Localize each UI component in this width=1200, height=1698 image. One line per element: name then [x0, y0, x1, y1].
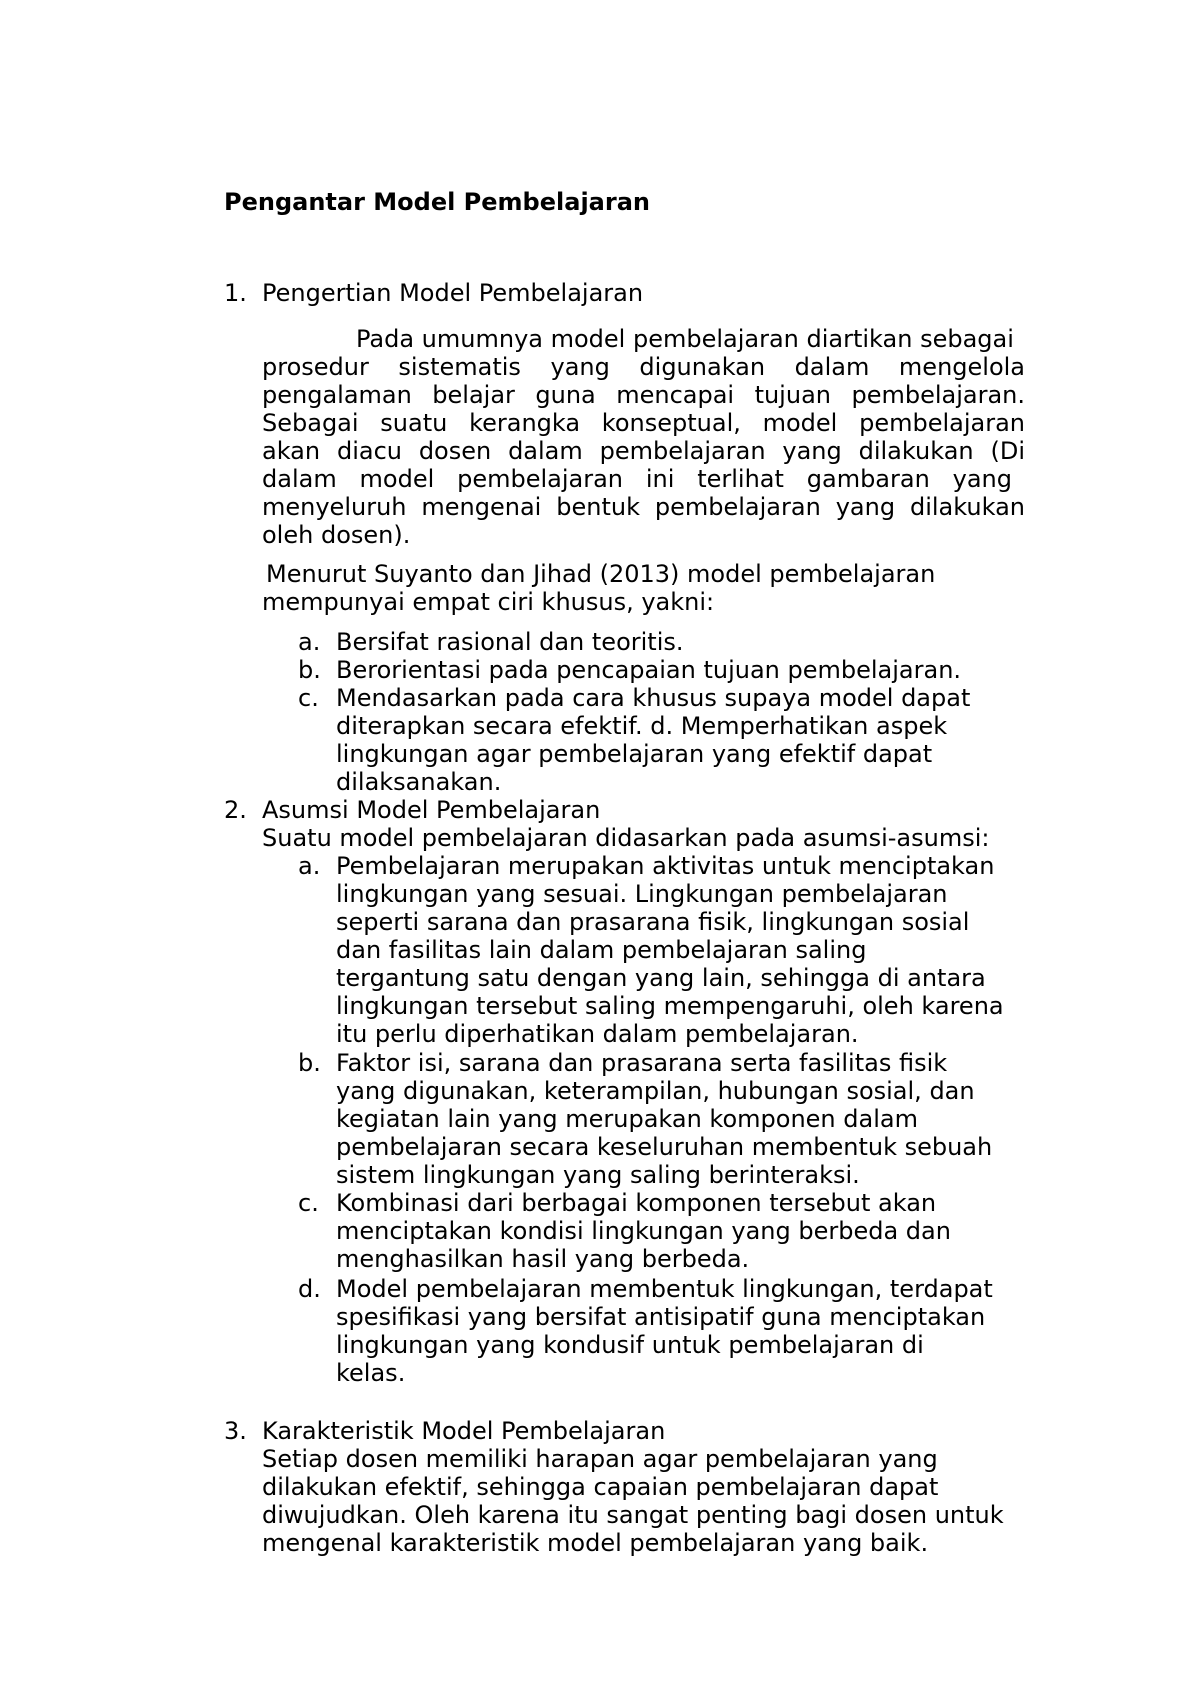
list-marker: d.	[298, 1275, 321, 1303]
paragraph-line: prosedur sistematis yang digunakan dalam mengelola	[262, 353, 1025, 381]
list-item: Model pembelajaran membentuk lingkungan, terdapat	[336, 1275, 993, 1303]
list-item-line: dan fasilitas lain dalam pembelajaran saling	[336, 936, 867, 964]
paragraph-line: dalam model pembelajaran ini terlihat gambaran yang	[262, 465, 1012, 493]
list-item-line: lingkungan tersebut saling mempengaruhi, oleh karena	[336, 992, 1004, 1020]
list-item-line: pembelajaran secara keseluruhan membentuk sebuah	[336, 1133, 993, 1161]
list-item-line: tergantung satu dengan yang lain, sehingga di antara	[336, 964, 986, 992]
paragraph-line: Sebagai suatu kerangka konseptual, model pembelajaran	[262, 409, 1025, 437]
list-item-line: sistem lingkungan yang saling berinteraksi.	[336, 1161, 860, 1189]
paragraph-line: akan diacu dosen dalam pembelajaran yang dilakukan (Di	[262, 437, 1025, 465]
list-item: Pembelajaran merupakan aktivitas untuk menciptakan	[336, 852, 995, 880]
list-item: Bersifat rasional dan teoritis.	[336, 628, 684, 656]
paragraph-line: menyeluruh mengenai bentuk pembelajaran yang dilakukan	[262, 493, 1025, 521]
section-3-number: 3.	[224, 1417, 247, 1445]
paragraph-line: Pada umumnya model pembelajaran diartikan sebagai	[356, 325, 1014, 353]
list-item-line: yang digunakan, keterampilan, hubungan sosial, dan	[336, 1077, 975, 1105]
list-item-line: seperti sarana dan prasarana fisik, lingkungan sosial	[336, 908, 970, 936]
list-item: Faktor isi, sarana dan prasarana serta fasilitas fisik	[336, 1049, 948, 1077]
document-title: Pengantar Model Pembelajaran	[224, 188, 650, 216]
list-item: Berorientasi pada pencapaian tujuan pembelajaran.	[336, 656, 962, 684]
list-item-line: spesifikasi yang bersifat antisipatif guna menciptakan	[336, 1303, 986, 1331]
list-item-line: lingkungan yang sesuai. Lingkungan pembelajaran	[336, 880, 948, 908]
paragraph-line: mengenal karakteristik model pembelajaran yang baik.	[262, 1529, 929, 1557]
paragraph-line: oleh dosen).	[262, 521, 411, 549]
section-2-heading: Asumsi Model Pembelajaran	[262, 796, 601, 824]
list-marker: b.	[298, 656, 321, 684]
list-marker: b.	[298, 1049, 321, 1077]
paragraph-line: dilakukan efektif, sehingga capaian pembelajaran dapat	[262, 1473, 939, 1501]
section-2-number: 2.	[224, 796, 247, 824]
list-item: Mendasarkan pada cara khusus supaya model dapat	[336, 684, 971, 712]
section-2-intro: Suatu model pembelajaran didasarkan pada asumsi-asumsi:	[262, 824, 990, 852]
list-marker: c.	[298, 1189, 319, 1217]
list-item-line: diterapkan secara efektif. d. Memperhatikan aspek	[336, 712, 948, 740]
section-1-number: 1.	[224, 279, 247, 307]
list-item-line: lingkungan agar pembelajaran yang efektif dapat	[336, 740, 933, 768]
list-item-line: kegiatan lain yang merupakan komponen dalam	[336, 1105, 918, 1133]
paragraph-line: diwujudkan. Oleh karena itu sangat penting bagi dosen untuk	[262, 1501, 1004, 1529]
section-3-heading: Karakteristik Model Pembelajaran	[262, 1417, 666, 1445]
intro-line: Menurut Suyanto dan Jihad (2013) model pembelajaran	[266, 560, 936, 588]
list-item-line: menghasilkan hasil yang berbeda.	[336, 1245, 750, 1273]
paragraph-line: pengalaman belajar guna mencapai tujuan pembelajaran.	[262, 381, 1025, 409]
paragraph-line: Setiap dosen memiliki harapan agar pembelajaran yang	[262, 1445, 938, 1473]
list-item-line: lingkungan yang kondusif untuk pembelajaran di	[336, 1331, 924, 1359]
list-item-line: menciptakan kondisi lingkungan yang berbeda dan	[336, 1217, 951, 1245]
list-marker: a.	[298, 628, 321, 656]
list-marker: a.	[298, 852, 321, 880]
list-item-line: itu perlu diperhatikan dalam pembelajaran.	[336, 1020, 859, 1048]
intro-line: mempunyai empat ciri khusus, yakni:	[262, 588, 715, 616]
list-item-line: kelas.	[336, 1359, 406, 1387]
list-marker: c.	[298, 684, 319, 712]
list-item: Kombinasi dari berbagai komponen tersebut akan	[336, 1189, 937, 1217]
section-1-heading: Pengertian Model Pembelajaran	[262, 279, 644, 307]
list-item-line: dilaksanakan.	[336, 768, 502, 796]
